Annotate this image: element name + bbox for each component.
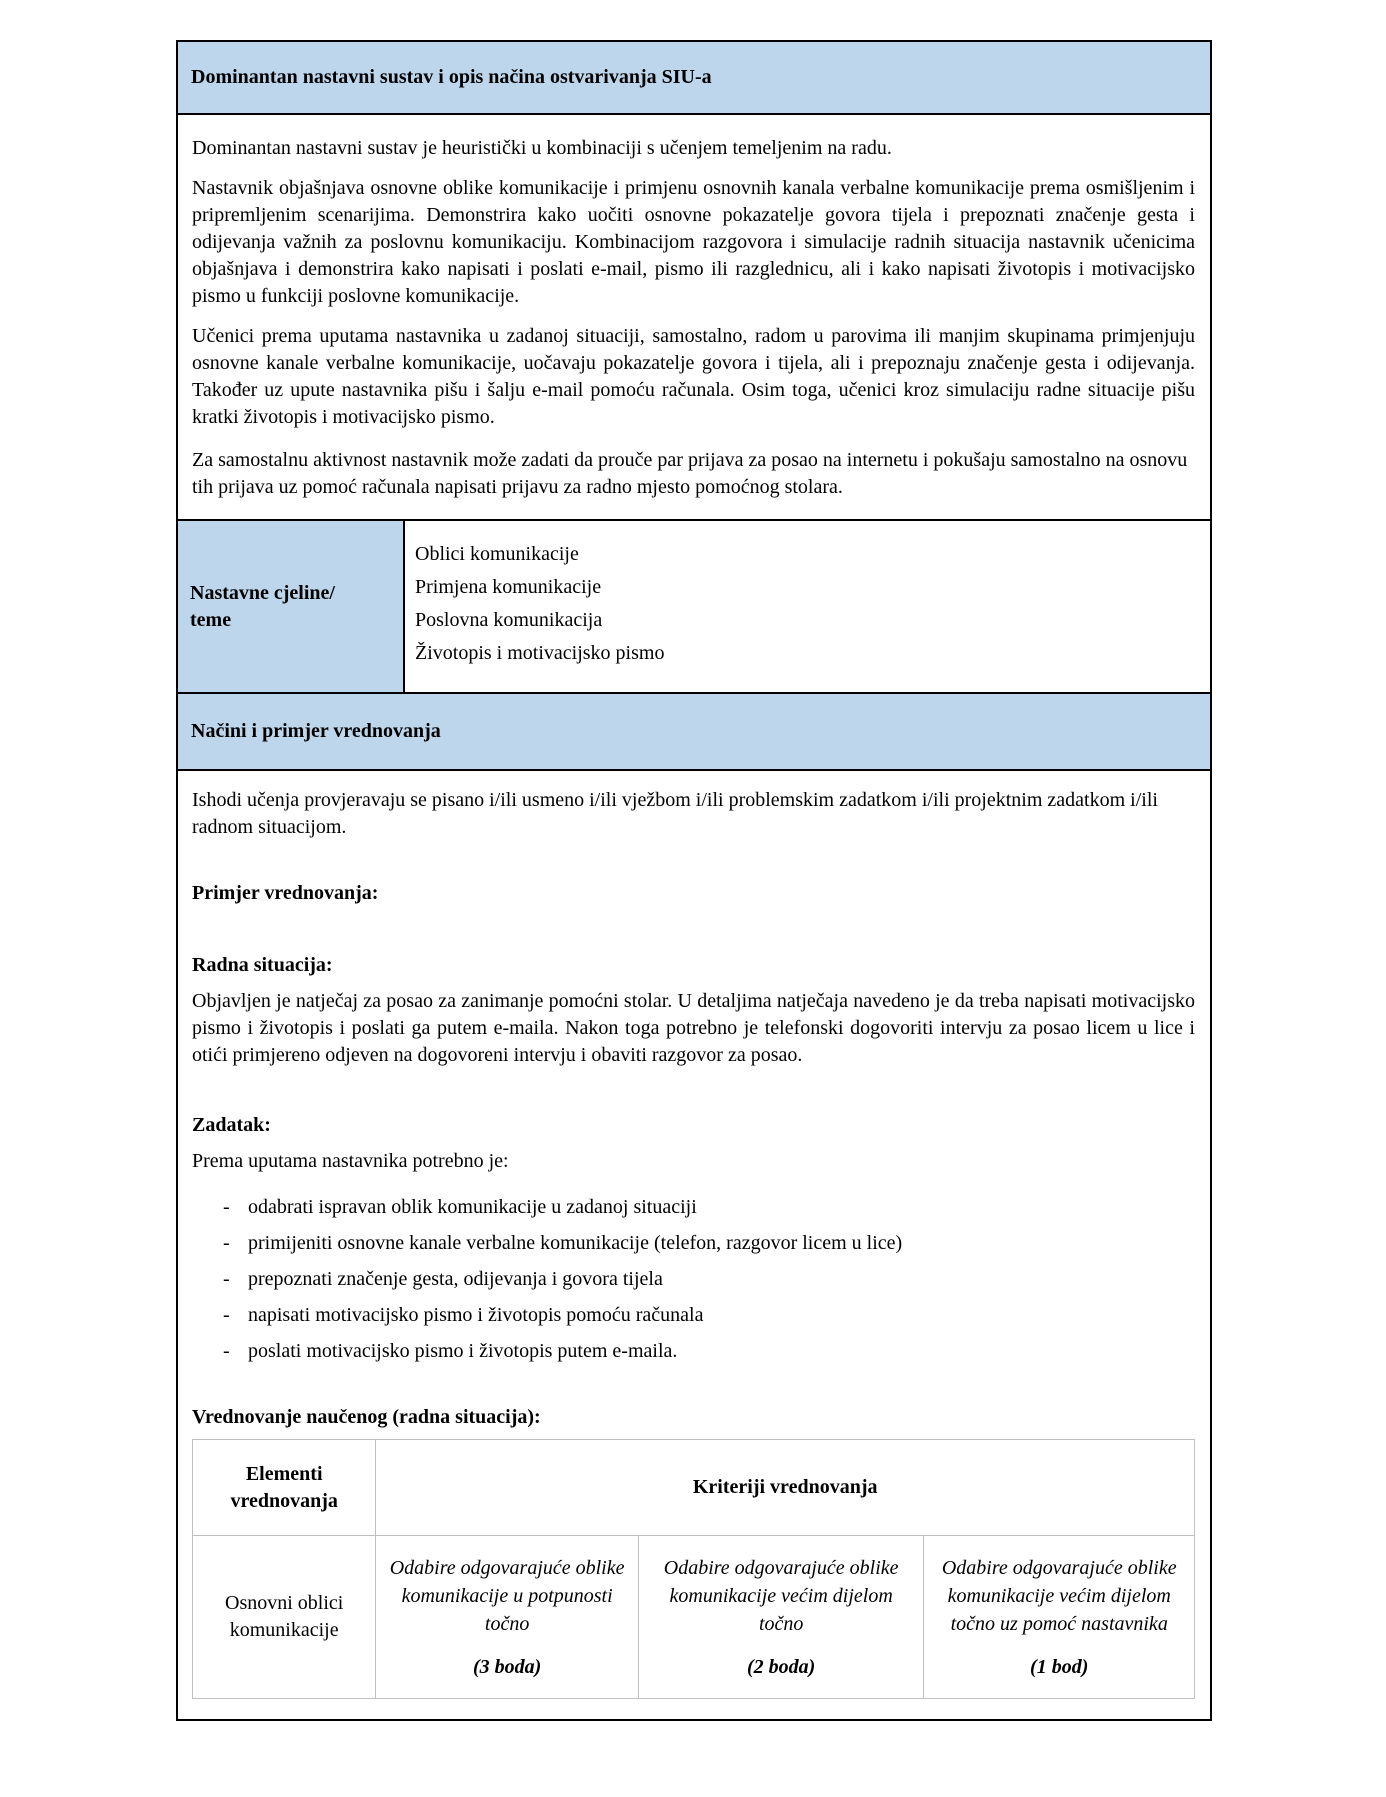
cjelina-item: Oblici komunikacije [415, 543, 579, 565]
cjelina-item: Primjena komunikacije [415, 576, 602, 598]
cjelina-item: Poslovna komunikacija [415, 609, 603, 631]
col-header-kriteriji: Kriteriji vrednovanja [376, 1440, 1195, 1536]
criteria-cell-3-boda [376, 1536, 639, 1699]
task-item-text: primijeniti osnovne kanale verbalne komunikacije (telefon, razgovor licem u lice) [248, 1232, 903, 1254]
dash-bullet: - [223, 1340, 230, 1362]
task-item-text: odabrati ispravan oblik komunikacije u zadanoj situaciji [248, 1196, 697, 1218]
dash-bullet: - [223, 1304, 230, 1326]
task-item-text: prepoznati značenje gesta, odijevanja i govora tijela [248, 1268, 663, 1290]
ishodi-text: Ishodi učenja provjeravaju se pisano i/ili usmeno i/ili vježbom i/ili problemskim zadatkom i/ili projektnim zadatkom i/ili radnom situacijom. [192, 789, 1158, 838]
criteria-text: Odabire odgovarajuće oblike komunikacije u potpunosti točno [389, 1556, 625, 1635]
primjer-vrednovanja-heading: Primjer vrednovanja: [192, 882, 379, 904]
task-item [192, 1266, 1195, 1293]
vrednovanje-naucenog-heading: Vrednovanje naučenog (radna situacija): [192, 1406, 541, 1428]
nastavne-cjeline-row [178, 519, 1210, 692]
criteria-text: Odabire odgovarajuće oblike komunikacije većim dijelom točno [663, 1556, 899, 1635]
section-header-vrednovanje-title: Načini i primjer vrednovanja [191, 720, 441, 742]
section-header-vrednovanje [178, 692, 1210, 771]
element-cell: Osnovni oblici komunikacije [193, 1536, 376, 1699]
dominantan-description-section [178, 115, 1210, 519]
evaluation-table-header-row [193, 1440, 1195, 1536]
nastavne-cjeline-label-line1: Nastavne cjeline/ [190, 581, 335, 604]
section-header-dominantan [178, 42, 1210, 115]
evaluation-table [192, 1439, 1195, 1699]
points-label: (2 boda) [746, 1655, 816, 1678]
dash-bullet: - [223, 1268, 230, 1290]
task-item-text: poslati motivacijsko pismo i životopis putem e-maila. [248, 1340, 678, 1362]
task-item-text: napisati motivacijsko pismo i životopis pomoću računala [248, 1304, 704, 1326]
radna-situacija-text: Objavljen je natječaj za posao za zanimanje pomoćni stolar. U detaljima natječaja navedeno je da treba napisati motivacijsko pismo i životopis i poslati ga putem e-maila. Nakon toga potrebno je telefonski dogovoriti intervju za posao licem u lice i otići primjereno odjeven na dogovoreni intervju i obaviti razgovor za posao. [192, 990, 1195, 1066]
nastavne-cjeline-items-cell [405, 521, 1210, 692]
zadatak-heading: Zadatak: [192, 1114, 271, 1136]
dash-bullet: - [223, 1232, 230, 1254]
zadatak-intro: Prema uputama nastavnika potrebno je: [192, 1150, 509, 1172]
task-item [192, 1230, 1195, 1257]
points-label: (1 bod) [1030, 1655, 1089, 1678]
nastavne-cjeline-label-line2: teme [190, 608, 232, 631]
vrednovanje-section [178, 771, 1210, 1719]
criteria-cell-1-bod [924, 1536, 1195, 1699]
nastavne-cjeline-label-cell [178, 521, 405, 692]
points-label: (3 boda) [472, 1655, 542, 1678]
task-item [192, 1338, 1195, 1365]
siu-document-table [176, 40, 1212, 1721]
col-header-elementi: Elementi vrednovanja [193, 1440, 376, 1536]
table-row [193, 1536, 1195, 1699]
paragraph-ucenici: Učenici prema uputama nastavnika u zadanoj situaciji, samostalno, radom u parovima ili manjim skupinama primjenjuju osnovne kanale verbalne komunikacije, uočavaju pokazatelje govora i tijela, ali i prepoznaju značenje gesta i odijevanja. Također uz upute nastavnika pišu i šalju e-mail pomoću računala. Osim toga, učenici kroz simulaciju radne situacije pišu kratki životopis i motivacijsko pismo. [192, 325, 1195, 428]
zadatak-list [192, 1194, 1195, 1365]
paragraph-samostalna-aktivnost: Za samostalnu aktivnost nastavnik može zadati da prouče par prijava za posao na internetu i pokušaju samostalno na osnovu tih prijava uz pomoć računala napisati prijavu za radno mjesto pomoćnog stolara. [192, 449, 1188, 498]
criteria-text: Odabire odgovarajuće oblike komunikacije većim dijelom točno uz pomoć nastavnika [941, 1556, 1177, 1635]
task-item [192, 1302, 1195, 1329]
criteria-cell-2-boda [638, 1536, 924, 1699]
dash-bullet: - [223, 1196, 230, 1218]
section-header-dominantan-title: Dominantan nastavni sustav i opis načina ostvarivanja SIU-a [191, 66, 712, 88]
cjelina-item: Životopis i motivacijsko pismo [415, 642, 665, 664]
paragraph-dominantan-sustav: Dominantan nastavni sustav je heuristički u kombinaciji s učenjem temeljenim na radu. [192, 137, 892, 159]
paragraph-nastavnik: Nastavnik objašnjava osnovne oblike komunikacije i primjenu osnovnih kanala verbalne komunikacije prema osmišljenim i pripremljenim scenarijima. Demonstrira kako uočiti osnovne pokazatelje govora tijela i prepoznati značenje gesta i odijevanja važnih za poslovnu komunikaciju. Kombinacijom razgovora i simulacije radnih situacija nastavnik učenicima objašnjava i demonstrira kako napisati i poslati e-mail, pismo ili razglednicu, ali i kako napisati životopis i motivacijsko pismo u funkciji poslovne komunikacije. [192, 177, 1195, 307]
task-item [192, 1194, 1195, 1221]
radna-situacija-heading: Radna situacija: [192, 954, 333, 976]
